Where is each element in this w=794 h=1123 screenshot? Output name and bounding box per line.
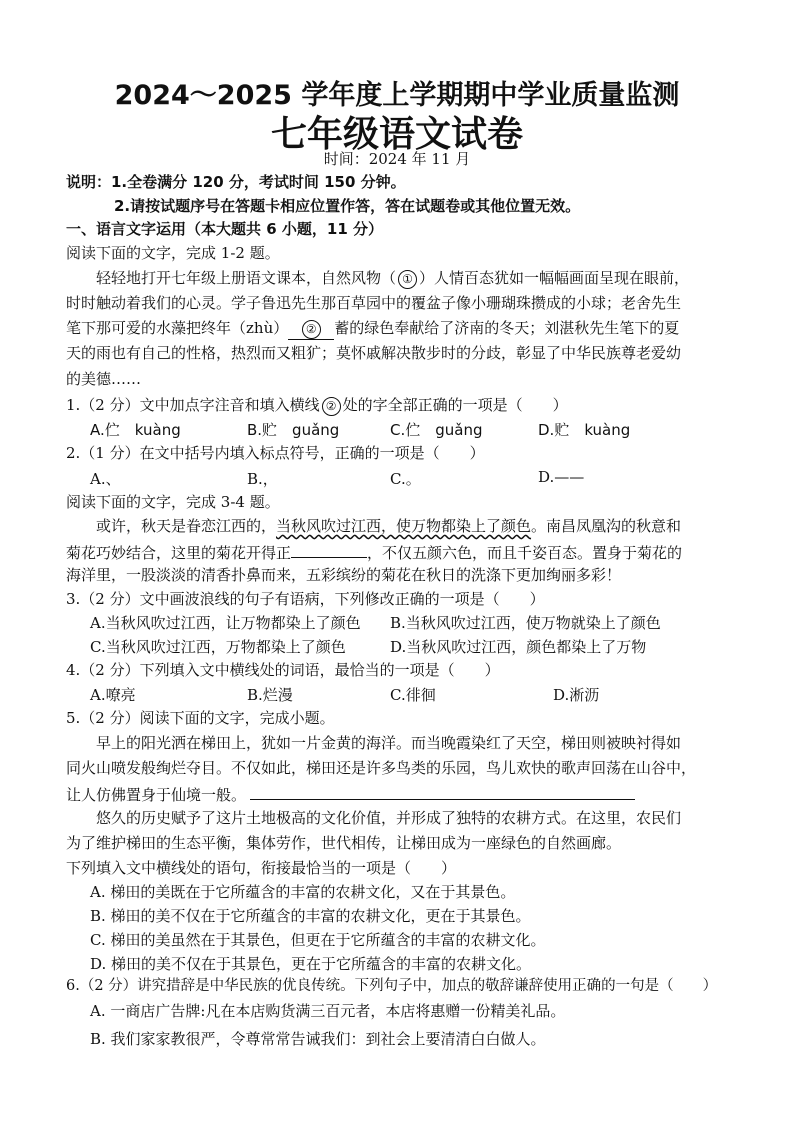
- blank-marker-1: ①: [398, 270, 417, 289]
- q5-option-b[interactable]: B. 梯田的美不仅在于它所蕴含的丰富的农耕文化，更在于其景色。: [90, 907, 531, 925]
- passage2-line3: 海洋里，一股淡淡的清香扑鼻而来，五彩缤纷的菊花在秋日的洗涤下更加绚丽多彩！: [66, 566, 622, 584]
- q4-option-d[interactable]: D.淅沥: [553, 686, 600, 704]
- fill-blank: [250, 783, 635, 800]
- note-2: 2.请按试题序号在答题卡相应位置作答，答在试题卷或其他位置无效。: [114, 197, 581, 215]
- q5-option-a[interactable]: A. 梯田的美既在于它所蕴含的丰富的农耕文化，又在于其景色。: [90, 883, 516, 901]
- q2-option-b[interactable]: B.，: [247, 470, 278, 488]
- question-2-stem: 2.（1 分）在文中括号内填入标点符号，正确的一项是（ ）: [66, 444, 485, 462]
- q3-option-b[interactable]: B.当秋风吹过江西，使万物就染上了颜色: [390, 614, 661, 632]
- question-6-stem: 6.（2 分）讲究措辞是中华民族的优良传统。下列句子中，加点的敬辞谦辞使用正确的一句是（ ）: [66, 978, 718, 994]
- q4-option-b[interactable]: B.烂漫: [247, 686, 293, 704]
- passage1-text: ）人情百态犹如一幅幅画面呈现在眼前，: [419, 269, 690, 287]
- question-5-stem: 5.（2 分）阅读下面的文字，完成小题。: [66, 709, 335, 727]
- q1-option-c[interactable]: C.伫 guǎng: [390, 421, 483, 439]
- note-1: 说明：1.全卷满分 120 分，考试时间 150 分钟。: [66, 173, 406, 191]
- reading-instruction-1-2: 阅读下面的文字，完成 1-2 题。: [66, 244, 280, 262]
- passage3-line2: 同火山喷发般绚烂夺目。不仅如此，梯田还是许多鸟类的乐园，鸟儿欢快的歌声回荡在山谷中，: [66, 759, 697, 777]
- question-3-stem: 3.（2 分）文中画波浪线的句子有语病，下列修改正确的一项是（ ）: [66, 590, 545, 608]
- passage3-line3: [66, 783, 635, 805]
- reading-instruction-3-4: 阅读下面的文字，完成 3-4 题。: [66, 493, 280, 511]
- q5-option-d[interactable]: D. 梯田的美不仅在于其景色，更在于它所蕴含的丰富的农耕文化。: [90, 955, 532, 973]
- q3-option-d[interactable]: D.当秋风吹过江西，颜色都染上了万物: [390, 638, 647, 656]
- q2-option-d[interactable]: D.——: [538, 468, 585, 486]
- q4-option-c[interactable]: C.徘徊: [390, 686, 436, 704]
- q1-option-b[interactable]: B.贮 guǎng: [247, 421, 340, 439]
- passage1-text: 轻轻地打开七年级上册语文课本，自然风物（: [96, 269, 397, 287]
- q1-option-d[interactable]: D.贮 kuàng: [538, 421, 631, 439]
- blank-2: [288, 318, 334, 340]
- fill-blank: [291, 541, 367, 558]
- question-5-ask: 下列填入文中横线处的语句，衔接最恰当的一项是（ ）: [66, 859, 457, 877]
- passage3-text: 让人仿佛置身于仙境一般。: [66, 786, 247, 804]
- q2-option-c[interactable]: C.。: [390, 470, 421, 488]
- q2-option-a[interactable]: A.、: [90, 470, 121, 488]
- exam-subtitle: 七年级语文试卷: [270, 113, 523, 155]
- q1-stem-text: 处的字全部正确的一项是（ ）: [342, 396, 568, 414]
- section-heading: 一、语言文字运用（本大题共 6 小题，11 分）: [66, 220, 383, 238]
- passage2-text: 或许，秋天是眷恋江西的，: [96, 517, 277, 535]
- passage1-line4: 天的雨也有自己的性格，热烈而又粗犷；莫怀戚解决散步时的分歧，彰显了中华民族尊老爱幼: [66, 344, 682, 362]
- q5-option-c[interactable]: C. 梯田的美虽然在于其景色，但更在于它所蕴含的丰富的农耕文化。: [90, 931, 546, 949]
- q1-option-a[interactable]: A.伫 kuàng: [90, 421, 181, 439]
- passage2-text: 。南昌凤凰沟的秋意和: [531, 517, 682, 535]
- question-4-stem: 4.（2 分）下列填入文中横线处的词语，最恰当的一项是（ ）: [66, 661, 500, 679]
- q3-option-a[interactable]: A.当秋风吹过江西，让万物都染上了颜色: [90, 614, 361, 632]
- passage3-line4: 悠久的历史赋予了这片土地极高的文化价值，并形成了独特的农耕方式。在这里，农民们: [96, 809, 682, 827]
- passage1-line3: [66, 318, 679, 340]
- passage1-line5: 的美德……: [66, 370, 142, 388]
- question-1-stem: [66, 395, 568, 416]
- q6-option-b[interactable]: B. 我们家家教很严，令尊常常告诫我们：到社会上要清清白白做人。: [90, 1030, 546, 1048]
- passage2-line1: [96, 516, 681, 536]
- passage3-line1: 早上的阳光洒在梯田上，犹如一片金黄的海洋。而当晚霞染红了天空，梯田则被映衬得如: [96, 734, 682, 752]
- passage2-line2: [66, 541, 682, 563]
- q3-option-c[interactable]: C.当秋风吹过江西，万物都染上了颜色: [90, 638, 346, 656]
- passage1-text: 笔下那可爱的水藻把终年（zhù）: [66, 319, 289, 337]
- passage1-text: 蓄的绿色奉献给了济南的冬天；刘湛秋先生笔下的夏: [334, 319, 680, 337]
- passage1-line1: [96, 268, 689, 289]
- passage3-line5: 为了维护梯田的生态平衡，集体劳作，世代相传，让梯田成为一座绿色的自然画廊。: [66, 834, 622, 852]
- passage1-line2: 时时触动着我们的心灵。学子鲁迅先生那百草园中的覆盆子像小珊瑚珠攒成的小球；老舍先生: [66, 294, 682, 312]
- wavy-underlined-sentence: 当秋风吹过江西，使万物都染上了颜色: [276, 517, 532, 535]
- exam-title: 2024～2025 学年度上学期期中学业质量监测: [114, 80, 680, 111]
- exam-date: 时间：2024 年 11 月: [323, 150, 471, 168]
- passage2-text: ，不仅五颜六色，而且千姿百态。置身于菊花的: [367, 544, 683, 562]
- passage2-text: 菊花巧妙结合，这里的菊花开得正: [66, 544, 292, 562]
- q4-option-a[interactable]: A.嘹亮: [90, 686, 136, 704]
- q1-stem-text: 1.（2 分）文中加点字注音和填入横线: [66, 396, 320, 414]
- q6-option-a[interactable]: A. 一商店广告牌:凡在本店购货满三百元者，本店将惠赠一份精美礼品。: [90, 1002, 566, 1020]
- blank-marker-ref: ②: [322, 397, 341, 416]
- blank-marker-2: ②: [302, 320, 321, 339]
